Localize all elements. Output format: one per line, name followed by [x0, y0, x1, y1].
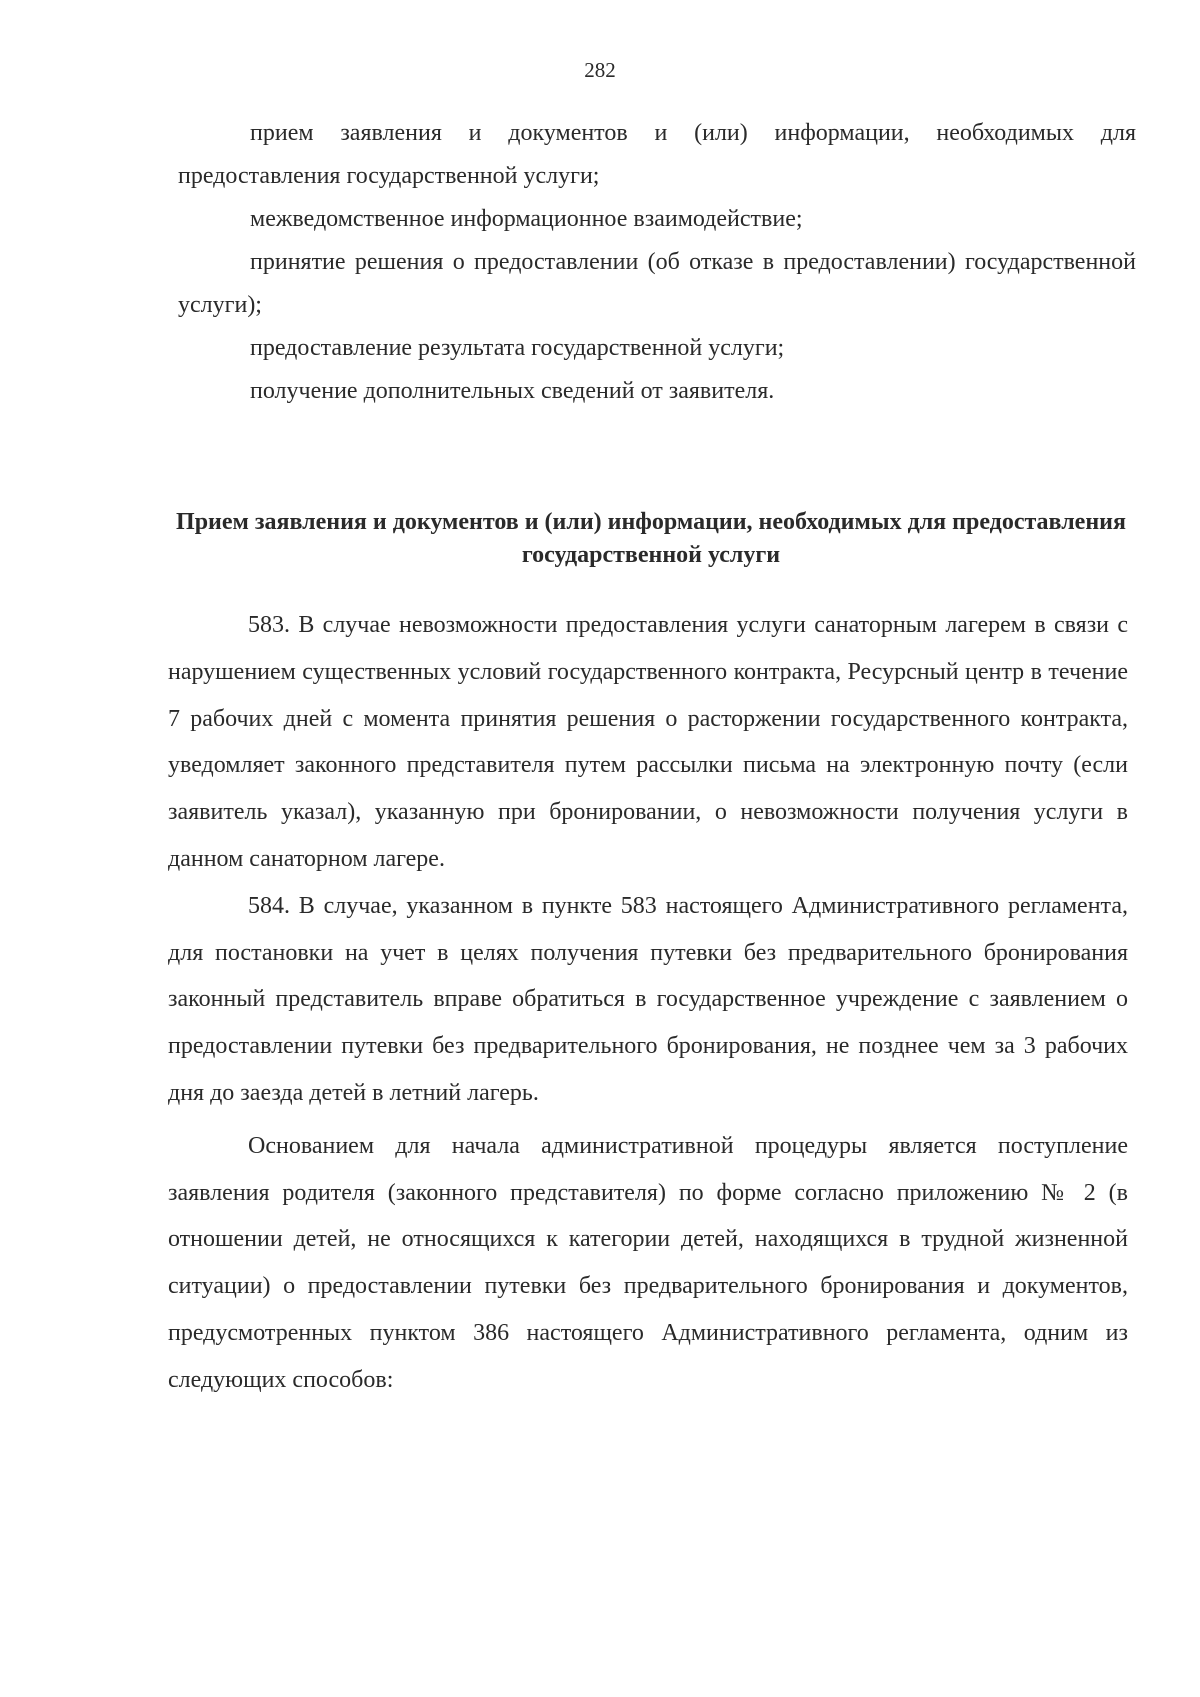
paragraph-584: 584. В случае, указанном в пункте 583 настоящего Административного регламента, для постановки на учет в целях получения путевки без предварительного бронирования законный представитель вправе обратиться в государственное учреждение с заявлением о предоставлении путевки без предварительного бронирования, не позднее чем за 3 рабочих дня до заезда детей в летний лагерь. — [168, 892, 1128, 1106]
paragraph-583: 583. В случае невозможности предоставления услуги санаторным лагерем в связи с нарушением существенных условий государственного контракта, Ресурсный центр в течение 7 рабочих дней с момента принятия решения о расторжении государственного контракта, уведомляет законного представителя путем рассылки письма на электронную почту (если заявитель указал), указанную при бронировании, о невозможности получения услуги в данном санаторном лагере. — [168, 612, 1128, 872]
procedure-list — [178, 112, 1136, 413]
section-heading: Прием заявления и документов и (или) информации, необходимых для предоставления государственной услуги — [176, 509, 1126, 568]
page-number: 282 — [584, 58, 616, 82]
list-item: принятие решения о предоставлении (об отказе в предоставлении) государственной услуги); — [178, 249, 1136, 318]
list-item: прием заявления и документов и (или) информации, необходимых для предоставления государственной услуги; — [178, 120, 1136, 189]
list-item: предоставление результата государственной услуги; — [250, 335, 785, 361]
body-text — [168, 602, 1128, 1404]
list-item: межведомственное информационное взаимодействие; — [250, 206, 803, 232]
paragraph-basis: Основанием для начала административной процедуры является поступление заявления родителя (законного представителя) по форме согласно приложению № 2 (в отношении детей, не относящихся к категории детей, находящихся в трудной жизненной ситуации) о предоставлении путевки без предварительного бронирования и документов, предусмотренных пунктом 386 настоящего Административного регламента, одним из следующих способов: — [168, 1132, 1128, 1393]
list-item: получение дополнительных сведений от заявителя. — [250, 378, 775, 404]
